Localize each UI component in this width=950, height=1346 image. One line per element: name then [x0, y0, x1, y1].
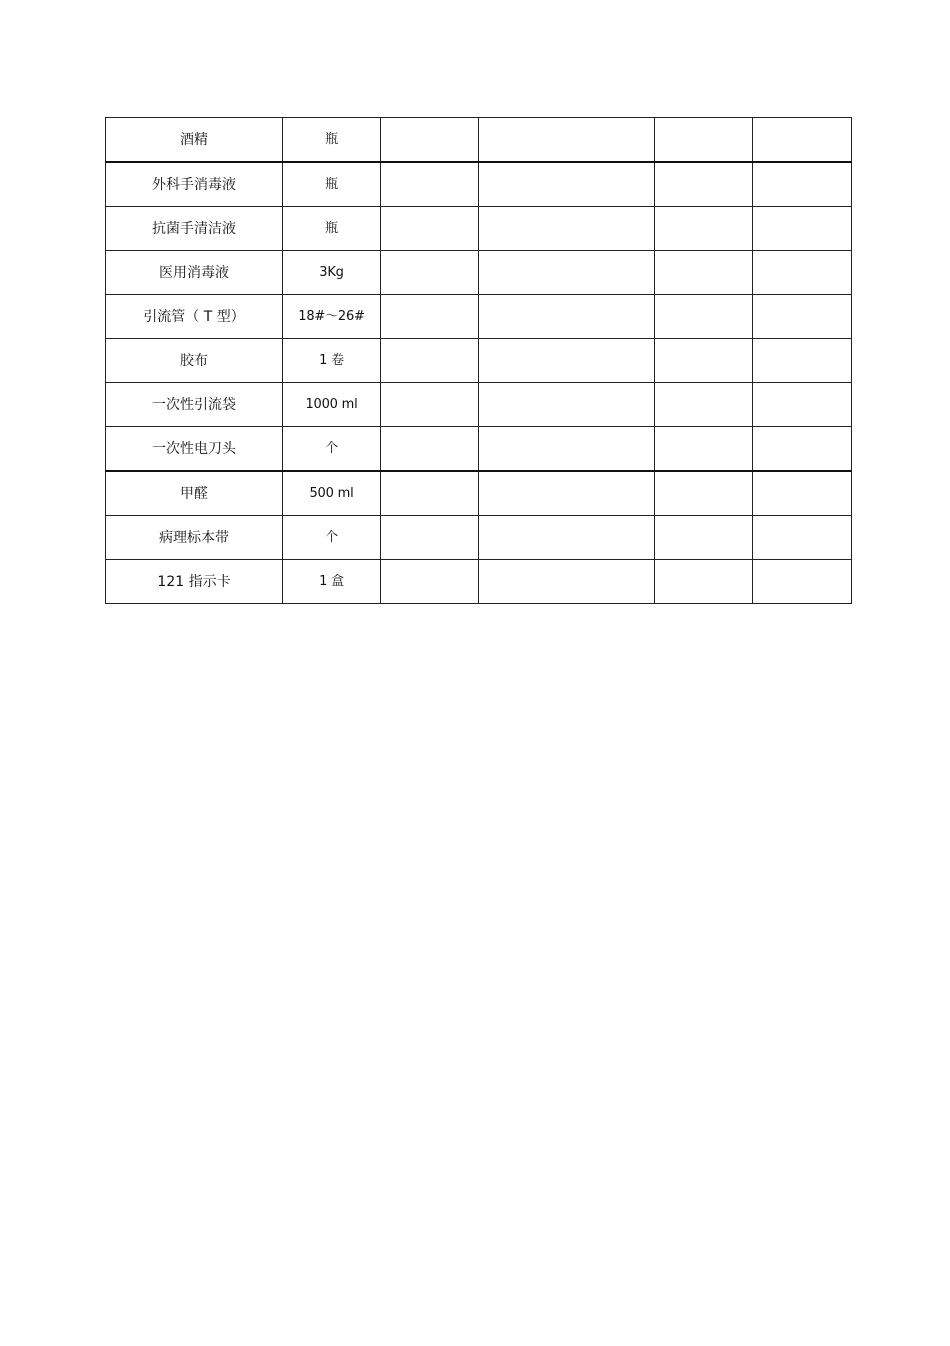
table-row: [106, 560, 852, 604]
empty-cell: [655, 339, 753, 383]
empty-cell: [381, 339, 479, 383]
table-row: [106, 427, 852, 472]
empty-cell: [479, 560, 655, 604]
empty-cell: [753, 162, 852, 207]
empty-cell: [381, 560, 479, 604]
item-spec-cell: 1000 ml: [283, 383, 381, 427]
empty-cell: [479, 516, 655, 560]
item-spec-cell: 个: [283, 427, 381, 472]
table-row: [106, 295, 852, 339]
empty-cell: [753, 339, 852, 383]
empty-cell: [655, 383, 753, 427]
table-row: [106, 118, 852, 163]
table-row: [106, 162, 852, 207]
item-name-cell: 121 指示卡: [106, 560, 283, 604]
table-row: [106, 251, 852, 295]
empty-cell: [753, 295, 852, 339]
empty-cell: [381, 516, 479, 560]
item-name-cell: 一次性电刀头: [106, 427, 283, 472]
empty-cell: [655, 207, 753, 251]
empty-cell: [479, 427, 655, 472]
empty-cell: [479, 383, 655, 427]
item-spec-cell: 1 卷: [283, 339, 381, 383]
empty-cell: [381, 162, 479, 207]
empty-cell: [381, 251, 479, 295]
empty-cell: [655, 427, 753, 472]
table-row: [106, 383, 852, 427]
item-name-cell: 甲醛: [106, 471, 283, 516]
empty-cell: [381, 427, 479, 472]
empty-cell: [753, 383, 852, 427]
empty-cell: [753, 251, 852, 295]
empty-cell: [655, 295, 753, 339]
table-row: [106, 339, 852, 383]
table-row: [106, 516, 852, 560]
item-name-cell: 抗菌手清洁液: [106, 207, 283, 251]
empty-cell: [479, 251, 655, 295]
empty-cell: [655, 471, 753, 516]
item-name-cell: 酒精: [106, 118, 283, 163]
empty-cell: [381, 383, 479, 427]
item-name-cell: 胶布: [106, 339, 283, 383]
table-row: [106, 471, 852, 516]
empty-cell: [479, 162, 655, 207]
empty-cell: [753, 560, 852, 604]
item-name-cell: 医用消毒液: [106, 251, 283, 295]
table-row: [106, 207, 852, 251]
empty-cell: [655, 251, 753, 295]
item-name-cell: 一次性引流袋: [106, 383, 283, 427]
supplies-table: [105, 117, 852, 604]
empty-cell: [753, 118, 852, 163]
empty-cell: [753, 516, 852, 560]
empty-cell: [381, 207, 479, 251]
empty-cell: [479, 471, 655, 516]
empty-cell: [753, 207, 852, 251]
item-name-cell: 病理标本带: [106, 516, 283, 560]
empty-cell: [479, 207, 655, 251]
empty-cell: [655, 560, 753, 604]
item-spec-cell: 个: [283, 516, 381, 560]
empty-cell: [753, 427, 852, 472]
empty-cell: [655, 516, 753, 560]
item-spec-cell: 18#～26#: [283, 295, 381, 339]
item-spec-cell: 瓶: [283, 207, 381, 251]
item-spec-cell: 1 盒: [283, 560, 381, 604]
empty-cell: [381, 118, 479, 163]
empty-cell: [381, 471, 479, 516]
item-name-cell: 引流管（ T 型）: [106, 295, 283, 339]
empty-cell: [655, 118, 753, 163]
item-spec-cell: 3Kg: [283, 251, 381, 295]
empty-cell: [479, 339, 655, 383]
item-spec-cell: 500 ml: [283, 471, 381, 516]
empty-cell: [655, 162, 753, 207]
empty-cell: [381, 295, 479, 339]
empty-cell: [479, 295, 655, 339]
item-spec-cell: 瓶: [283, 162, 381, 207]
item-spec-cell: 瓶: [283, 118, 381, 163]
item-name-cell: 外科手消毒液: [106, 162, 283, 207]
empty-cell: [753, 471, 852, 516]
empty-cell: [479, 118, 655, 163]
